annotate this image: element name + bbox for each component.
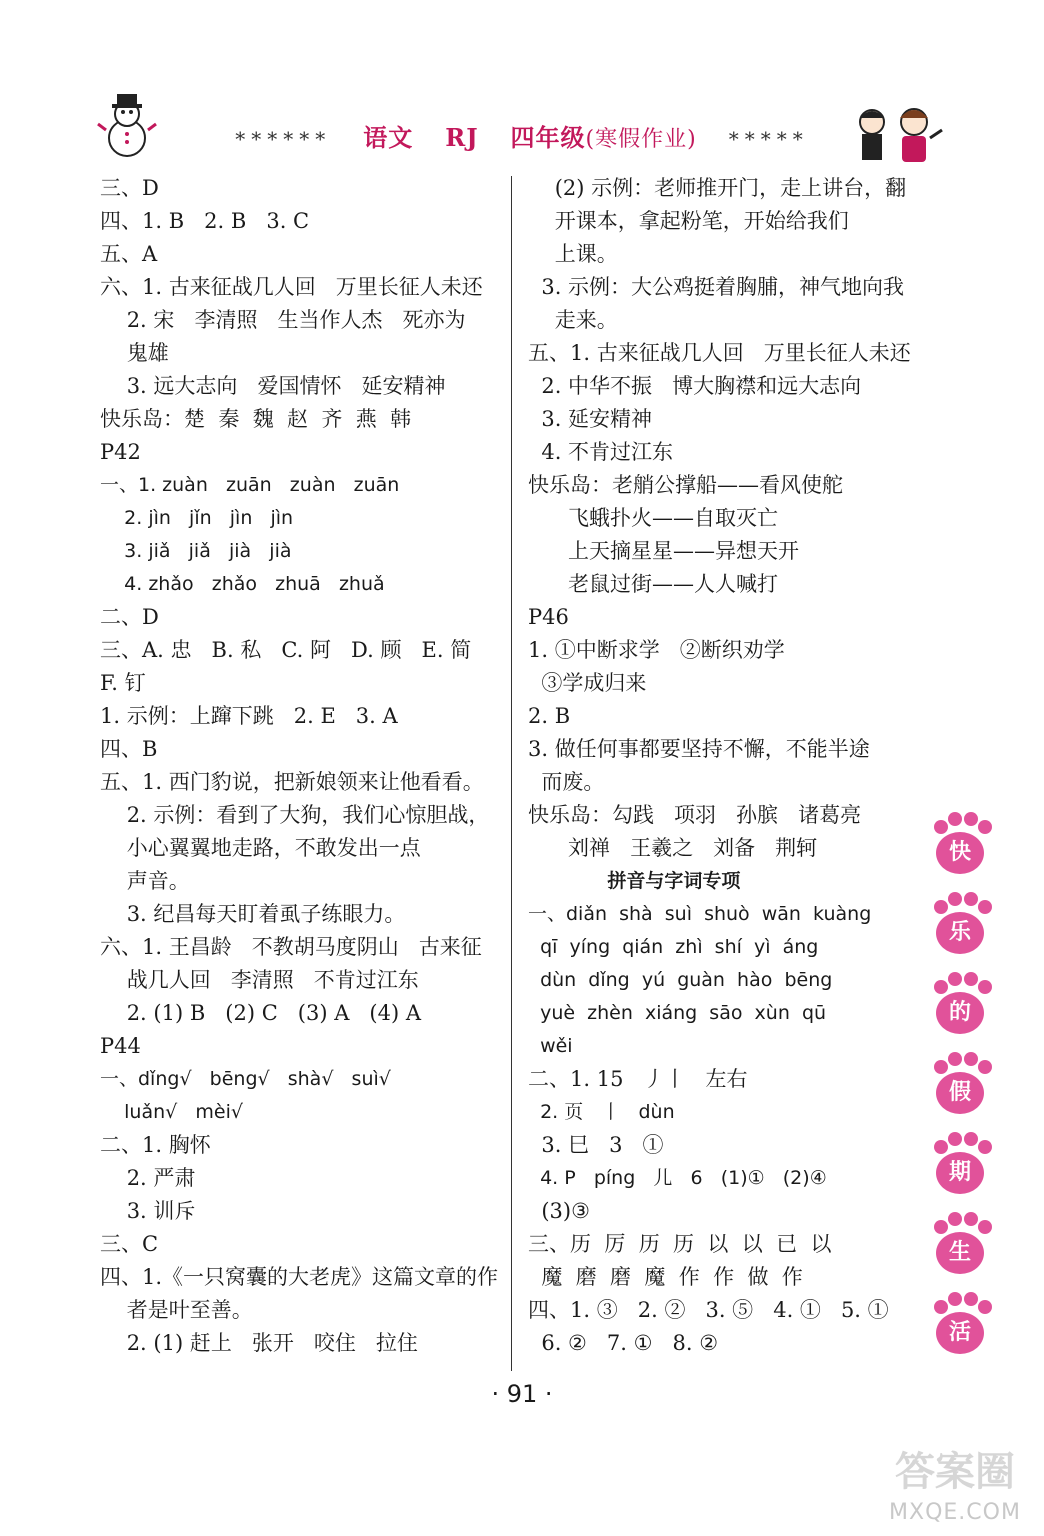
- answer-line: 4. zhǎo zhǎo zhuā zhuǎ: [100, 573, 385, 595]
- answer-line: 1. ①中断求学 ②断织劝学: [528, 638, 785, 662]
- paw-toe-icon: [948, 972, 962, 986]
- paw-toe-icon: [964, 1132, 978, 1146]
- paw-toe-icon: [978, 1300, 992, 1314]
- answer-line: 四、1. B 2. B 3. C: [100, 209, 310, 233]
- watermark-big-text: 答案圈: [895, 1449, 1015, 1495]
- answer-line: dùn dǐng yú guàn hào bēng: [528, 969, 833, 991]
- answer-line: 而废。: [528, 770, 605, 794]
- answer-line: 快乐岛：勾践 项羽 孙膑 诸葛亮: [528, 803, 862, 827]
- page-number: · 91 ·: [491, 1380, 553, 1408]
- answer-line: qī yíng qián zhì shí yì áng: [528, 936, 819, 958]
- answer-line: 三、A. 忠 B. 私 C. 阿 D. 顾 E. 简: [100, 638, 472, 662]
- paw-char: 乐: [936, 912, 984, 954]
- paw-toe-icon: [978, 1220, 992, 1234]
- answer-line: 2. (1) B (2) C (3) A (4) A: [100, 1001, 422, 1025]
- answer-line: 魔 磨 磨 魔 作 作 做 作: [528, 1265, 803, 1289]
- paw-char: 快: [936, 832, 984, 874]
- answer-line: 拼音与字词专项: [528, 870, 741, 892]
- paw-badge: [930, 812, 990, 892]
- paw-toe-icon: [964, 1212, 978, 1226]
- answer-line: 上课。: [528, 242, 618, 266]
- paw-toe-icon: [948, 1292, 962, 1306]
- paw-char: 活: [936, 1312, 984, 1354]
- answer-line: 快乐岛：楚 秦 魏 赵 齐 燕 韩: [100, 407, 412, 431]
- answer-line: 2. B: [528, 704, 571, 728]
- answer-line: 3. jiǎ jiǎ jià jià: [100, 540, 292, 562]
- answer-line: yuè zhèn xiáng sāo xùn qū: [528, 1002, 827, 1024]
- paw-toe-icon: [978, 1060, 992, 1074]
- paw-toe-icon: [934, 820, 948, 834]
- answer-line: 四、1. ③ 2. ② 3. ⑤ 4. ① 5. ①: [528, 1298, 889, 1322]
- paw-toe-icon: [964, 972, 978, 986]
- paw-toe-icon: [964, 812, 978, 826]
- side-banner: [930, 812, 1000, 1372]
- answer-line: 4. 不肯过江东: [528, 440, 674, 464]
- answer-line: 二、1. 15 丿丨 左右: [528, 1067, 748, 1091]
- answer-line: 3. 训斥: [100, 1199, 196, 1223]
- answer-line: 鬼雄: [100, 341, 169, 365]
- watermark-site-text: MXQE.COM: [889, 1500, 1021, 1525]
- header-subject: 语文: [363, 123, 414, 152]
- answer-line: luǎn√ mèi√: [100, 1101, 243, 1123]
- answer-line: 声音。: [100, 869, 190, 893]
- paw-toe-icon: [964, 1052, 978, 1066]
- paw-toe-icon: [948, 892, 962, 906]
- answer-line: 三、历 厉 历 历 以 以 已 以: [528, 1232, 832, 1256]
- answer-line: 战几人回 李清照 不肯过江东: [100, 968, 419, 992]
- paw-toe-icon: [948, 1212, 962, 1226]
- paw-toe-icon: [978, 820, 992, 834]
- paw-toe-icon: [934, 1060, 948, 1074]
- header-stars-left: ******: [235, 127, 332, 151]
- answer-line: 二、D: [100, 605, 159, 629]
- column-divider: [511, 176, 512, 1371]
- paw-badge: [930, 1052, 990, 1132]
- paw-char: 的: [936, 992, 984, 1034]
- answer-line: 六、1. 古来征战几人回 万里长征人未还: [100, 275, 483, 299]
- right-column: [528, 172, 928, 1360]
- answer-line: 三、C: [100, 1232, 159, 1256]
- answer-line: 刘禅 王羲之 刘备 荆轲: [528, 836, 818, 860]
- answer-line: 3. 纪昌每天盯着虱子练眼力。: [100, 902, 406, 926]
- paw-badge: [930, 1132, 990, 1212]
- paw-toe-icon: [948, 1052, 962, 1066]
- answer-line: 小心翼翼地走路，不敢发出一点: [100, 836, 421, 860]
- answer-line: 五、1. 古来征战几人回 万里长征人未还: [528, 341, 911, 365]
- answer-line: 上天摘星星——异想天开: [528, 539, 800, 563]
- answer-line: 开课本，拿起粉笔，开始给我们: [528, 209, 849, 233]
- paw-toe-icon: [948, 1132, 962, 1146]
- answer-line: 四、B: [100, 737, 158, 761]
- answer-line: 3. 示例：大公鸡挺着胸脯，神气地向我: [528, 275, 905, 299]
- page-header: [0, 80, 1044, 170]
- answer-line: (2) 示例：老师推开门，走上讲台，翻: [528, 176, 907, 200]
- answer-line: 1. 示例：上蹿下跳 2. E 3. A: [100, 704, 398, 728]
- answer-line: P46: [528, 605, 569, 629]
- answer-line: 3. 远大志向 爱国情怀 延安精神: [100, 374, 446, 398]
- paw-badge: [930, 1292, 990, 1372]
- answer-line: 老鼠过街——人人喊打: [528, 572, 779, 596]
- answer-line: 五、A: [100, 242, 158, 266]
- paw-badge: [930, 892, 990, 972]
- answer-line: 三、D: [100, 176, 159, 200]
- paw-toe-icon: [964, 892, 978, 906]
- answer-line: 2. (1) 赶上 张开 咬住 拉住: [100, 1331, 418, 1355]
- paw-char: 假: [936, 1072, 984, 1114]
- paw-toe-icon: [978, 1140, 992, 1154]
- paw-badge: [930, 1212, 990, 1292]
- answer-line: 3. 延安精神: [528, 407, 653, 431]
- answer-line: 快乐岛：老艄公撑船——看风使舵: [528, 473, 843, 497]
- answer-line: 2. 示例：看到了大狗，我们心惊胆战，: [100, 803, 490, 827]
- answer-line: 4. P píng 儿 6 (1)① (2)④: [528, 1167, 827, 1189]
- children-icon: [842, 100, 952, 170]
- paw-toe-icon: [934, 1300, 948, 1314]
- answer-line: 六、1. 王昌龄 不教胡马度阴山 古来征: [100, 935, 482, 959]
- answer-line: 2. jìn jǐn jìn jìn: [100, 507, 294, 529]
- answer-line: 2. 严肃: [100, 1166, 196, 1190]
- paw-toe-icon: [964, 1292, 978, 1306]
- answer-line: 走来。: [528, 308, 618, 332]
- answer-line: F. 钉: [100, 671, 146, 695]
- answer-line: P44: [100, 1034, 141, 1058]
- answer-line: 一、dǐng√ bēng√ shà√ suì√: [100, 1068, 391, 1090]
- answer-line: (3)③: [528, 1199, 590, 1223]
- answer-line: 2. 页 丨 dùn: [528, 1101, 675, 1123]
- paw-toe-icon: [934, 1140, 948, 1154]
- answer-line: 飞蛾扑火——自取灭亡: [528, 506, 779, 530]
- answer-line: 3. 巳 3 ①: [528, 1133, 664, 1157]
- paw-toe-icon: [934, 1220, 948, 1234]
- paw-char: 生: [936, 1232, 984, 1274]
- paw-toe-icon: [934, 900, 948, 914]
- answer-line: 2. 中华不振 博大胸襟和远大志向: [528, 374, 862, 398]
- answer-line: 一、diǎn shà suì shuò wān kuàng: [528, 903, 872, 925]
- answer-line: 3. 做任何事都要坚持不懈，不能半途: [528, 737, 870, 761]
- paw-char: 期: [936, 1152, 984, 1194]
- header-grade: 四年级: [510, 123, 586, 152]
- answer-line: 五、1. 西门豹说，把新娘领来让他看看。: [100, 770, 484, 794]
- paw-badge: [930, 972, 990, 1052]
- paw-toe-icon: [948, 812, 962, 826]
- left-column: [100, 172, 500, 1360]
- answer-line: P42: [100, 440, 141, 464]
- answer-line: ③学成归来: [528, 671, 647, 695]
- answer-line: 一、1. zuàn zuān zuàn zuān: [100, 474, 400, 496]
- answer-line: 二、1. 胸怀: [100, 1133, 211, 1157]
- paw-toe-icon: [978, 900, 992, 914]
- answer-line: 四、1.《一只窝囊的大老虎》这篇文章的作: [100, 1265, 499, 1289]
- header-homework: (寒假作业): [585, 127, 697, 152]
- answer-line: 者是叶至善。: [100, 1298, 253, 1322]
- answer-line: 2. 宋 李清照 生当作人杰 死亦为: [100, 308, 466, 332]
- answer-line: wěi: [528, 1035, 573, 1057]
- watermark-logo: [870, 1440, 1040, 1530]
- answer-line: 6. ② 7. ① 8. ②: [528, 1331, 719, 1355]
- header-edition: RJ: [445, 123, 479, 152]
- paw-toe-icon: [934, 980, 948, 994]
- paw-toe-icon: [978, 980, 992, 994]
- header-stars-right: *****: [728, 127, 809, 151]
